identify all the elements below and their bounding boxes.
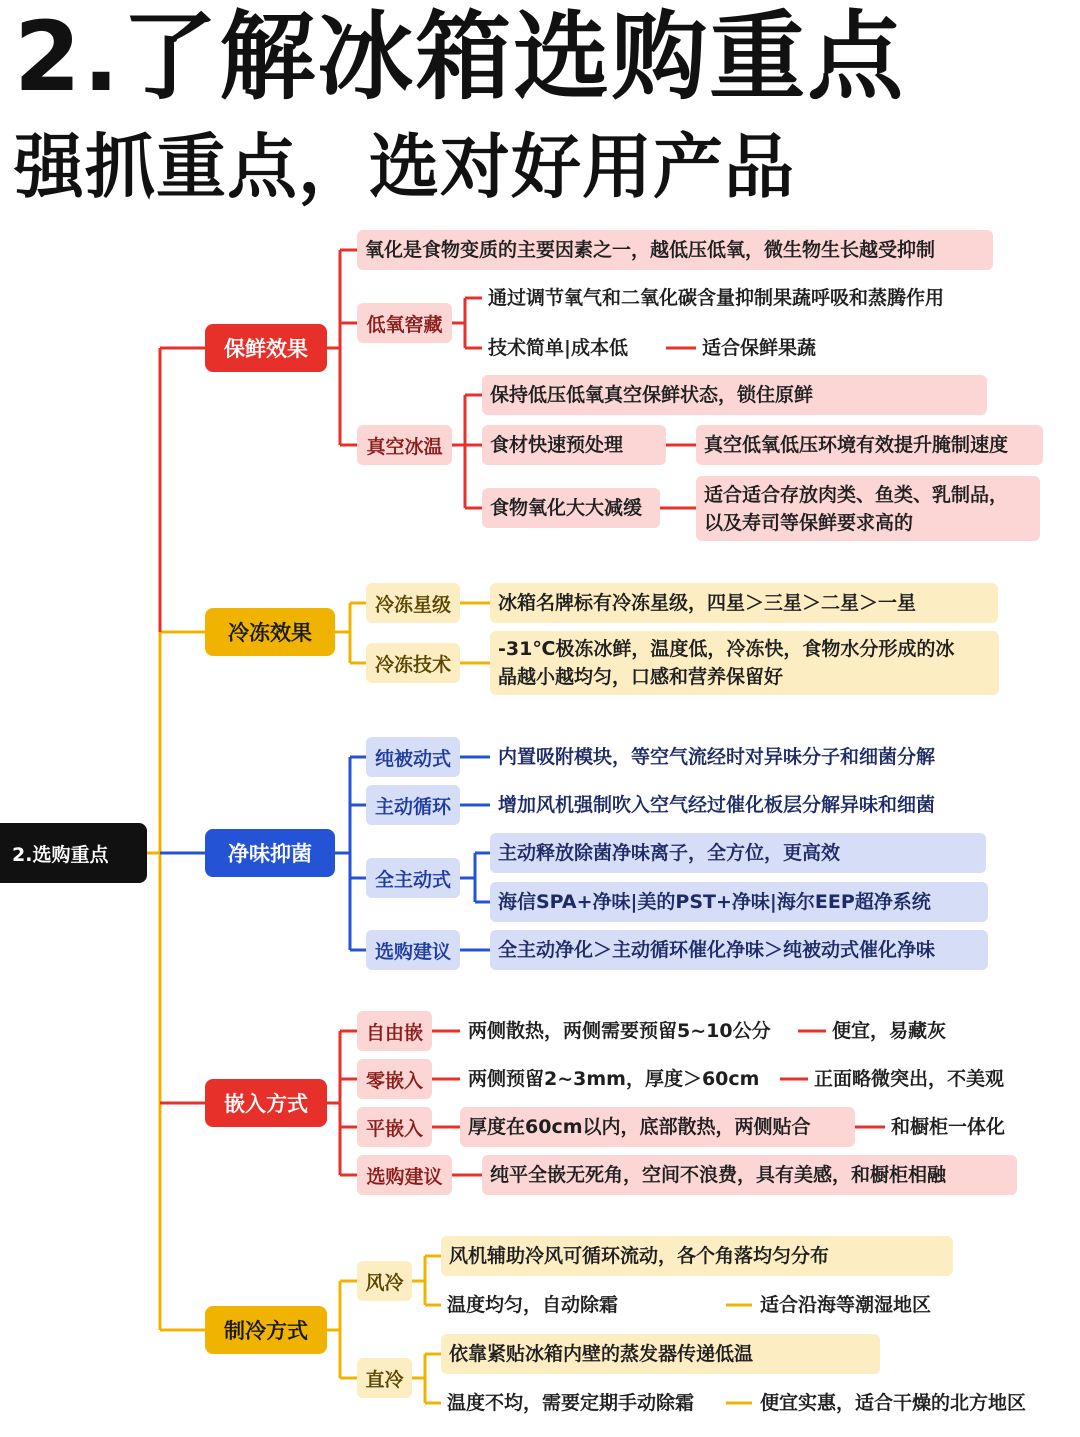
embed-advice-node: 选购建议 [357, 1155, 452, 1195]
purify-active-cycle-desc: 增加风机强制吹入空气经过催化板层分解异味和细菌 [498, 794, 936, 816]
embed-free-note: 便宜，易藏灰 [832, 1020, 947, 1042]
cooling-air-desc: 风机辅助冷风可循环流动，各个角落均匀分布 [441, 1236, 953, 1276]
root-node: 2.选购重点 [0, 823, 147, 883]
low-oxygen-desc: 通过调节氧气和二氧化碳含量抑制果蔬呼吸和蒸腾作用 [488, 287, 945, 309]
embed-flat-node: 平嵌入 [357, 1107, 432, 1147]
oxygen-intro-node: 氧化是食物变质的主要因素之一，越低压低氧，微生物生长越受抑制 [357, 230, 993, 270]
embed-zero-note: 正面略微突出，不美观 [814, 1068, 1005, 1090]
cooling-direct-feature: 温度不均，需要定期手动除霜 [447, 1392, 695, 1414]
page-subtitle: 强抓重点，选对好用产品 [14, 126, 795, 208]
freezing-tech-desc [490, 631, 999, 695]
cooling-air-node: 风冷 [357, 1261, 412, 1301]
freezing-star-desc: 冰箱名牌标有冷冻星级，四星＞三星＞二星＞一星 [490, 583, 998, 623]
embed-zero-node: 零嵌入 [357, 1059, 432, 1099]
embed-flat-note: 和橱柜一体化 [891, 1116, 1006, 1138]
embed-free-node: 自由嵌 [357, 1011, 432, 1051]
vacuum-slow-note [696, 476, 1040, 541]
category-cooling: 制冷方式 [205, 1306, 327, 1354]
freezing-tech-desc-line1: -31℃极冻冰鲜，温度低，冷冻快，食物水分形成的冰 [498, 638, 955, 660]
purify-active-cycle-node: 主动循环 [366, 785, 460, 825]
freezing-tech-desc-line2: 晶越小越均匀，口感和营养保留好 [498, 666, 784, 688]
purify-advice-node: 选购建议 [366, 930, 460, 970]
vacuum-slow-note-line1: 适合适合存放肉类、鱼类、乳制品， [704, 483, 1009, 506]
embed-free-desc: 两侧散热，两侧需要预留5~10公分 [468, 1020, 771, 1042]
category-embed: 嵌入方式 [205, 1079, 327, 1127]
vacuum-pre-node: 食材快速预处理 [482, 425, 666, 465]
vacuum-pre-note: 真空低氧低压环境有效提升腌制速度 [696, 425, 1043, 465]
category-purify: 净味抑菌 [205, 829, 335, 877]
low-oxygen-suit: 适合保鲜果蔬 [702, 337, 817, 359]
low-oxygen-feature: 技术简单|成本低 [488, 337, 628, 359]
low-oxygen-node: 低氧窖藏 [357, 303, 452, 343]
vacuum-slow-node: 食物氧化大大减缓 [482, 488, 660, 528]
cooling-direct-desc: 依靠紧贴冰箱内壁的蒸发器传递低温 [441, 1334, 880, 1374]
embed-flat-desc: 厚度在60cm以内，底部散热，两侧贴合 [460, 1107, 855, 1147]
vacuum-desc: 保持低压低氧真空保鲜状态，锁住原鲜 [482, 375, 987, 415]
purify-passive-desc: 内置吸附模块，等空气流经时对异味分子和细菌分解 [498, 746, 936, 768]
page-title: 2.了解冰箱选购重点 [14, 1, 906, 113]
vacuum-node: 真空冰温 [357, 425, 452, 465]
purify-full-active-desc2: 海信SPA+净味|美的PST+净味|海尔EEP超净系统 [490, 882, 988, 922]
category-freshness: 保鲜效果 [205, 324, 327, 372]
freezing-tech-node: 冷冻技术 [366, 643, 460, 683]
cooling-air-note: 适合沿海等潮湿地区 [760, 1294, 932, 1316]
embed-zero-desc: 两侧预留2~3mm，厚度＞60cm [468, 1068, 760, 1090]
purify-full-active-node: 全主动式 [366, 858, 460, 898]
cooling-direct-node: 直冷 [357, 1358, 412, 1398]
cooling-air-feature: 温度均匀，自动除霜 [447, 1294, 619, 1316]
category-freezing: 冷冻效果 [205, 608, 335, 656]
cooling-direct-note: 便宜实惠，适合干燥的北方地区 [760, 1392, 1027, 1414]
purify-passive-node: 纯被动式 [366, 737, 460, 777]
purify-full-active-desc1: 主动释放除菌净味离子，全方位，更高效 [490, 833, 986, 873]
purify-advice-desc: 全主动净化＞主动循环催化净味＞纯被动式催化净味 [490, 930, 988, 970]
freezing-star-node: 冷冻星级 [366, 583, 460, 623]
embed-advice-desc: 纯平全嵌无死角，空间不浪费，具有美感，和橱柜相融 [482, 1155, 1017, 1195]
vacuum-slow-note-line2: 以及寿司等保鲜要求高的 [704, 511, 914, 534]
